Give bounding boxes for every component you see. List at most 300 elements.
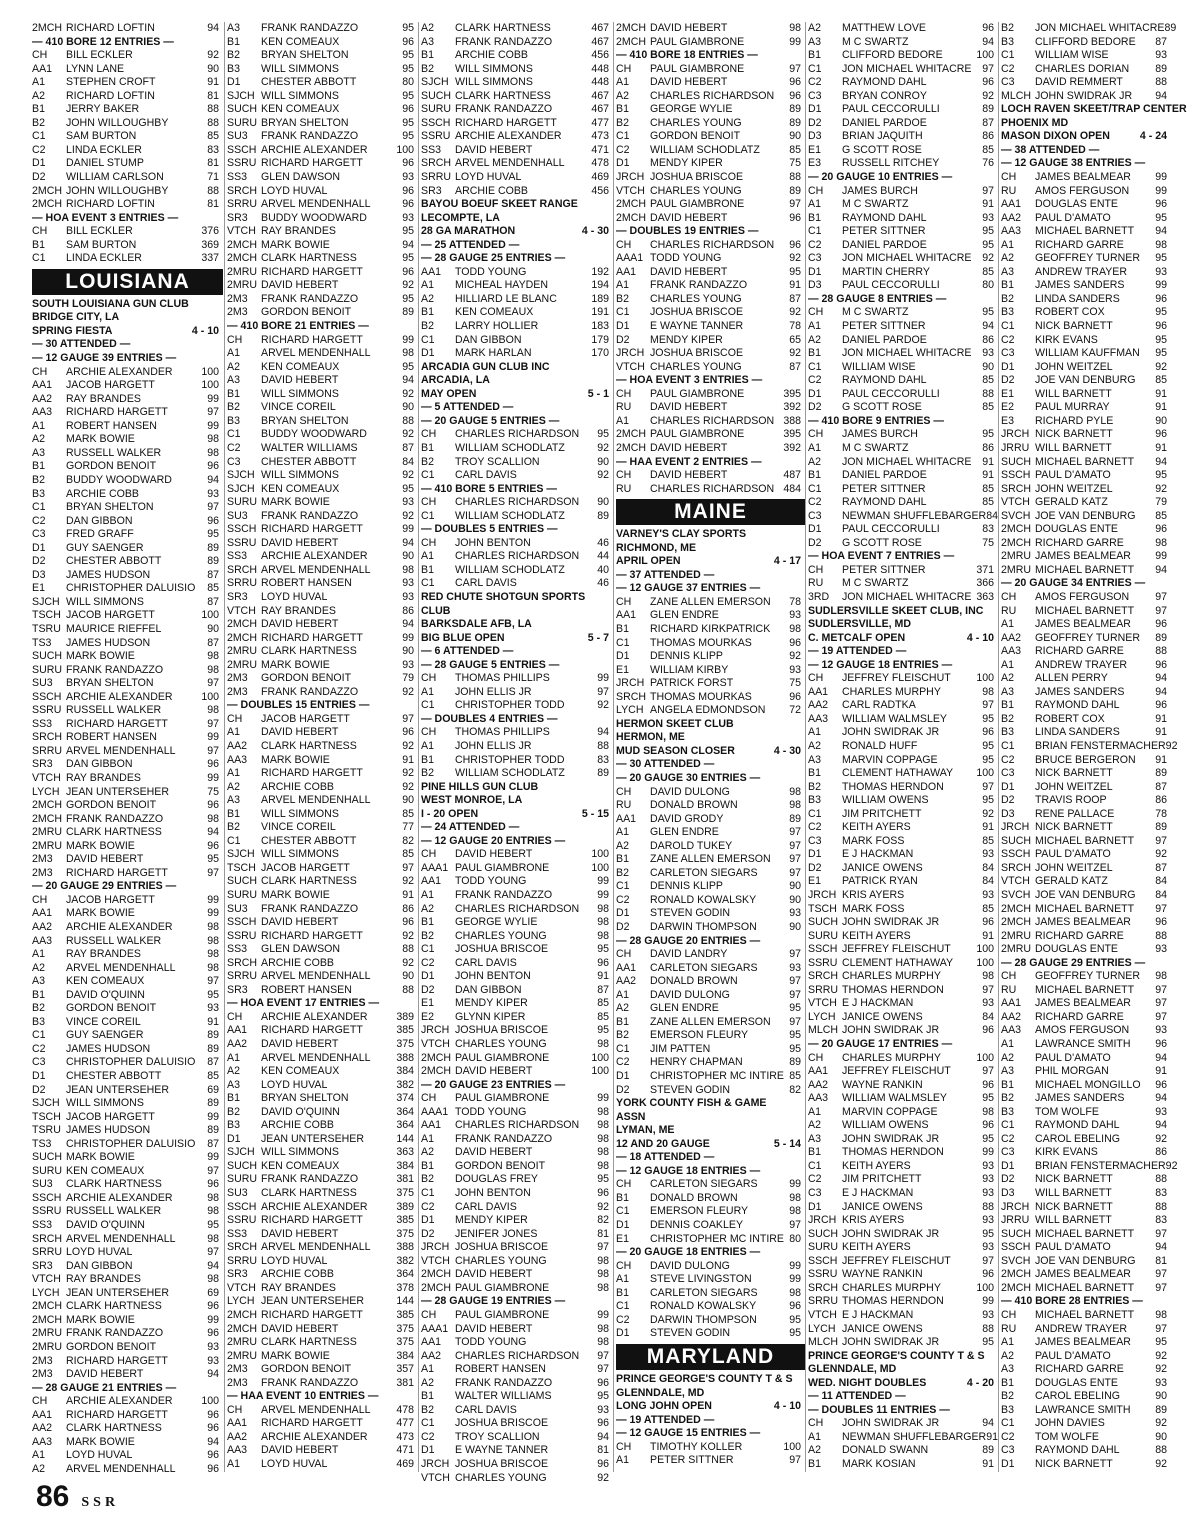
result-row — [30, 252, 223, 266]
shooter-name: WILLIAM WISE — [842, 360, 916, 373]
shooter-name: PAUL GIAMBRONE — [455, 1308, 550, 1321]
result-row — [225, 726, 418, 740]
class-code: AA1 — [421, 1336, 442, 1349]
result-row — [30, 582, 223, 596]
score: 95 — [982, 739, 994, 752]
shooter-name: JANICE OWENS — [842, 1010, 923, 1023]
score: 85 — [207, 1070, 219, 1083]
score: 97 — [597, 1241, 609, 1254]
score: 88 — [402, 943, 414, 956]
result-row — [419, 320, 613, 334]
event-line — [419, 388, 613, 402]
score: 95 — [982, 238, 994, 251]
shooter-name: JEAN UNTERSEHER — [66, 785, 170, 798]
result-row — [419, 1458, 613, 1472]
class-code: SURU — [421, 103, 452, 116]
result-row — [806, 713, 998, 727]
section-header: — 28 GAUGE 25 ENTRIES — — [421, 252, 566, 265]
class-code: A3 — [1001, 685, 1014, 698]
result-row — [225, 76, 418, 90]
shooter-name: LOYD HUVAL — [66, 1246, 133, 1259]
score: 96 — [982, 22, 994, 34]
score: 92 — [789, 650, 801, 663]
score: 98 — [597, 1119, 609, 1132]
shooter-name: RICHARD HARGETT — [261, 1308, 363, 1321]
shooter-name: WILLIAM SCHODLATZ — [455, 563, 565, 576]
class-code: 2MCH — [1001, 536, 1032, 549]
class-code: CH — [808, 1051, 824, 1064]
class-code: B3 — [1001, 35, 1014, 48]
result-row — [419, 293, 613, 307]
score: 471 — [591, 143, 609, 156]
shooter-name: RICHARD KIRKPATRICK — [650, 622, 771, 635]
class-code: D1 — [227, 76, 241, 89]
result-row — [419, 862, 613, 876]
shooter-name: THOMAS MOURKAS — [650, 690, 752, 703]
score: 95 — [207, 853, 219, 866]
score: 96 — [597, 1376, 609, 1389]
score: 96 — [1155, 916, 1167, 929]
score: 93 — [402, 658, 414, 671]
shooter-name: RAY BRANDES — [66, 392, 141, 405]
shooter-name: JOSHUA BRISCOE — [455, 1241, 549, 1254]
shooter-name: RENE PALLACE — [1035, 807, 1115, 820]
score: 388 — [396, 1051, 414, 1064]
result-row — [999, 22, 1177, 36]
class-code: SRRU — [227, 970, 258, 983]
shooter-name: DAVID HEBERT — [261, 1038, 339, 1051]
score: 94 — [402, 238, 414, 251]
shooter-name: DAVID HEBERT — [261, 916, 339, 929]
shooter-name: RAYMOND DAHL — [842, 211, 927, 224]
class-code: 2MRU — [227, 279, 258, 292]
score: 95 — [982, 1132, 994, 1145]
class-code: A3 — [227, 22, 240, 34]
class-code: 2MRU — [227, 1336, 258, 1349]
result-row — [225, 794, 418, 808]
shooter-name: KIRK EVANS — [1035, 333, 1098, 346]
shooter-name: RICHARD HARGETT — [66, 406, 168, 419]
shooter-name: MICHAEL BARNETT — [1035, 1227, 1135, 1240]
result-row — [999, 225, 1171, 239]
class-code: 2M3 — [227, 1376, 248, 1389]
result-row — [614, 252, 805, 266]
result-row — [614, 637, 805, 651]
result-row — [999, 605, 1171, 619]
class-code: A1 — [421, 279, 434, 292]
result-row — [614, 1441, 805, 1455]
score: 79 — [402, 672, 414, 685]
result-row — [614, 691, 805, 705]
score: 395 — [783, 428, 801, 441]
class-code: B1 — [808, 767, 821, 780]
shooter-name: CLEMENT HATHAWAY — [842, 767, 954, 780]
result-row — [806, 306, 998, 320]
shooter-name: CHARLES MURPHY — [842, 1281, 941, 1294]
shooter-name: DAN GIBBON — [66, 1259, 133, 1272]
result-row — [419, 49, 613, 63]
class-code: B1 — [421, 916, 434, 929]
result-row — [806, 49, 998, 63]
result-row — [806, 279, 998, 293]
score: 99 — [207, 1151, 219, 1164]
result-row — [225, 605, 418, 619]
class-code: A2 — [421, 902, 434, 915]
result-row — [419, 1011, 613, 1025]
result-row — [419, 306, 613, 320]
class-code: AA1 — [808, 685, 829, 698]
score: 94 — [207, 22, 219, 34]
score: 90 — [982, 360, 994, 373]
result-row — [999, 645, 1171, 659]
class-code: 2M3 — [227, 685, 248, 698]
result-row — [806, 1160, 998, 1174]
class-code: VTCH — [421, 1254, 450, 1267]
score: 90 — [1155, 414, 1167, 427]
shooter-name: M C SWARTZ — [842, 441, 909, 454]
class-code: A2 — [32, 1462, 45, 1475]
result-row — [225, 930, 418, 944]
class-code: AA2 — [227, 1038, 248, 1051]
shooter-name: LOYD HUVAL — [66, 1449, 133, 1462]
score: 469 — [591, 171, 609, 184]
score: 87 — [597, 983, 609, 996]
class-code: A1 — [227, 767, 240, 780]
class-code: VTCH — [616, 360, 645, 373]
shooter-name: DAVID DULONG — [650, 1259, 730, 1272]
class-code: SRRU — [227, 577, 258, 590]
shooter-name: RICHARD LOFTIN — [66, 198, 155, 211]
shooter-name: JAMES BEALMEAR — [1035, 997, 1131, 1010]
shooter-name: PAUL CECCORULLI — [842, 523, 940, 536]
shooter-name: PAUL D'AMATO — [1035, 469, 1111, 482]
shooter-name: PAUL D'AMATO — [1035, 1349, 1111, 1362]
class-code: D1 — [808, 103, 822, 116]
result-row — [806, 1092, 998, 1106]
shooter-name: JENIFER JONES — [455, 1227, 538, 1240]
shooter-name: LOYD HUVAL — [261, 1457, 328, 1470]
class-code: SR3 — [32, 758, 53, 771]
result-row — [614, 880, 805, 894]
class-code: B1 — [421, 753, 434, 766]
class-code: AA3 — [227, 753, 248, 766]
score: 85 — [207, 582, 219, 595]
shooter-name: JOHN WEITZEL — [1035, 360, 1113, 373]
result-row — [806, 212, 998, 226]
result-row — [999, 456, 1171, 470]
result-row — [614, 212, 805, 226]
class-code: AA2 — [421, 1349, 442, 1362]
section-header: — 18 ATTENDED — — [616, 1151, 715, 1164]
score: 85 — [982, 834, 994, 847]
class-code: C1 — [616, 1042, 630, 1055]
result-row — [806, 320, 998, 334]
class-code: SURU — [808, 1241, 839, 1254]
shooter-name: ARCHIE COBB — [261, 956, 334, 969]
score: 97 — [1155, 902, 1167, 915]
shooter-name: GERALD KATZ — [1035, 875, 1108, 888]
shooter-name: RICHARD HARGETT — [261, 929, 363, 942]
shooter-name: THOMAS HERNDON — [842, 1146, 944, 1159]
score: 92 — [982, 252, 994, 265]
score: 90 — [789, 130, 801, 143]
score: 100 — [201, 1395, 219, 1408]
score: 170 — [591, 347, 609, 360]
class-code: B1 — [421, 1390, 434, 1403]
shooter-name: WILL SIMMONS — [261, 807, 339, 820]
result-row — [999, 686, 1171, 700]
shooter-name: JAMES SANDERS — [1035, 1092, 1125, 1105]
score: 97 — [402, 712, 414, 725]
score: 87 — [789, 360, 801, 373]
class-code: VTCH — [808, 1308, 837, 1321]
shooter-name: CLARK HARTNESS — [455, 22, 551, 34]
shooter-name: ARVEL MENDENHALL — [261, 1241, 371, 1254]
result-row — [999, 794, 1171, 808]
result-row — [30, 474, 223, 488]
score: 95 — [982, 225, 994, 238]
class-code: B1 — [808, 1146, 821, 1159]
score: 95 — [402, 292, 414, 305]
score: 99 — [207, 907, 219, 920]
result-row — [419, 984, 613, 998]
result-row — [30, 1422, 223, 1436]
result-row — [806, 185, 998, 199]
shooter-name: MENDY KIPER — [455, 997, 528, 1010]
score: 99 — [207, 893, 219, 906]
result-row — [806, 1024, 998, 1038]
result-row — [806, 1417, 998, 1431]
score: 392 — [783, 401, 801, 414]
class-code: A1 — [227, 1457, 240, 1470]
class-code: 2M3 — [227, 1363, 248, 1376]
result-row — [614, 1192, 805, 1206]
shooter-name: DONALD BROWN — [650, 975, 738, 988]
result-row — [30, 1260, 223, 1274]
score: 97 — [982, 699, 994, 712]
result-row — [806, 90, 998, 104]
shooter-name: CHARLES RICHARDSON — [650, 414, 775, 427]
shooter-name: BRUCE BERGERON — [1035, 753, 1136, 766]
score: 93 — [789, 907, 801, 920]
result-row — [225, 686, 418, 700]
class-code: E2 — [1001, 401, 1014, 414]
class-code: A2 — [808, 739, 821, 752]
shooter-name: FRANK RANDAZZO — [455, 1376, 553, 1389]
shooter-name: RUSSELL WALKER — [66, 934, 162, 947]
result-row — [30, 63, 223, 77]
shooter-name: JON MICHAEL WHITACRE — [842, 252, 972, 265]
shooter-name: GORDON BENOIT — [455, 1159, 546, 1172]
score: 84 — [402, 455, 414, 468]
score: 86 — [1155, 794, 1167, 807]
score: 98 — [207, 1205, 219, 1218]
shooter-name: AMOS FERGUSON — [1035, 1024, 1130, 1037]
shooter-name: JOSHUA BRISCOE — [455, 1457, 549, 1470]
result-row — [419, 875, 613, 889]
result-row — [30, 948, 223, 962]
result-row — [806, 1187, 998, 1201]
score: 90 — [402, 550, 414, 563]
score: 85 — [982, 902, 994, 915]
result-row — [999, 997, 1171, 1011]
section-header: — 20 GAUGE 34 ENTRIES — — [1001, 577, 1146, 590]
shooter-name: GORDON BENOIT — [650, 130, 741, 143]
result-row — [999, 185, 1171, 199]
score: 97 — [789, 866, 801, 879]
class-code: SU3 — [32, 677, 53, 690]
result-row — [614, 1043, 805, 1057]
class-code: AA1 — [32, 1408, 53, 1421]
shooter-name: JOHN WILLOUGHBY — [66, 184, 169, 197]
result-row — [614, 948, 805, 962]
result-row — [999, 591, 1171, 605]
class-code: SURU — [32, 1164, 63, 1177]
score: 392 — [783, 441, 801, 454]
score: 93 — [982, 1173, 994, 1186]
score: 97 — [789, 975, 801, 988]
score: 95 — [402, 62, 414, 75]
result-row — [30, 198, 223, 212]
class-code: A1 — [616, 76, 629, 89]
class-code: CH — [616, 238, 632, 251]
shooter-name: JON MICHAEL WHITACRE — [1035, 22, 1165, 34]
result-row — [30, 1233, 223, 1247]
score: 93 — [982, 1159, 994, 1172]
score: 98 — [597, 1038, 609, 1051]
score: 98 — [207, 704, 219, 717]
class-code: D1 — [421, 970, 435, 983]
result-row — [419, 1404, 613, 1418]
shooter-name: JOHN ELLIS JR — [455, 739, 532, 752]
class-code: CH — [32, 225, 48, 238]
result-row — [806, 266, 998, 280]
result-row — [999, 252, 1171, 266]
class-code: SVCH — [1001, 889, 1031, 901]
class-code: VTCH — [421, 1038, 450, 1051]
shooter-name: PHIL MORGAN — [1035, 1065, 1109, 1078]
class-code: SUCH — [1001, 455, 1032, 468]
score: 93 — [402, 577, 414, 590]
shooter-name: MARK FOSS — [842, 902, 905, 915]
result-row — [225, 103, 418, 117]
class-code: SUCH — [808, 916, 839, 929]
shooter-name: DAVID HEBERT — [650, 22, 728, 34]
class-code: A3 — [1001, 265, 1014, 278]
score: 89 — [207, 1124, 219, 1137]
shooter-name: JOSHUA BRISCOE — [650, 171, 744, 184]
class-code: A2 — [227, 1065, 240, 1078]
class-code: JRCH — [421, 1241, 450, 1254]
shooter-name: DOUGLAS FREY — [455, 1173, 539, 1186]
shooter-name: KEN COMEAUX — [261, 360, 340, 373]
section-header: — 12 GAUGE 18 ENTRIES — — [808, 658, 953, 671]
class-code: A2 — [808, 1444, 821, 1457]
shooter-name: DAVID HEBERT — [261, 726, 339, 739]
class-code: AA2 — [227, 1430, 248, 1443]
shooter-name: NICK BARNETT — [1035, 767, 1113, 780]
result-row — [614, 1002, 805, 1016]
score: 96 — [789, 1300, 801, 1313]
class-code: CH — [616, 1440, 632, 1453]
shooter-name: THOMAS HERNDON — [842, 780, 944, 793]
score: 467 — [591, 35, 609, 48]
class-code: A1 — [616, 826, 629, 839]
result-row — [225, 334, 418, 348]
result-row — [419, 130, 613, 144]
score: 97 — [1155, 834, 1167, 847]
class-code: AA1 — [227, 1024, 248, 1037]
shooter-name: RICHARD GARRE — [1035, 536, 1124, 549]
class-code: D1 — [616, 1327, 630, 1340]
score: 99 — [207, 1110, 219, 1123]
shooter-name: WILL SIMMONS — [66, 595, 144, 608]
score: 385 — [396, 1214, 414, 1227]
result-row — [999, 1159, 1178, 1174]
class-code: C1 — [1001, 320, 1015, 333]
shooter-name: KEN COMEAUX — [66, 1164, 145, 1177]
score: 369 — [201, 238, 219, 251]
score: 91 — [1155, 401, 1167, 414]
class-code: 2MCH — [32, 184, 63, 197]
score: 89 — [1155, 1403, 1167, 1416]
score: 90 — [402, 401, 414, 414]
class-code: 2MCH — [616, 198, 647, 211]
class-code: SU3 — [227, 130, 248, 143]
class-code: A3 — [32, 975, 45, 988]
shooter-name: LAWRANCE SMITH — [1035, 1038, 1131, 1051]
shooter-name: FRANK RANDAZZO — [261, 22, 359, 34]
score: 97 — [1155, 604, 1167, 617]
class-code: A2 — [616, 89, 629, 102]
section-header: — 410 BORE 18 ENTRIES — — [616, 49, 758, 62]
score: 91 — [986, 1430, 999, 1443]
score: 97 — [1155, 1010, 1167, 1023]
result-row — [419, 957, 613, 971]
shooter-name: MARK FOSS — [842, 834, 905, 847]
score: 100 — [201, 379, 219, 392]
shooter-name: PAUL CECCORULLI — [842, 387, 940, 400]
score: 92 — [597, 441, 609, 454]
result-row — [999, 618, 1171, 632]
class-code: SS3 — [32, 717, 53, 730]
class-code: CH — [616, 948, 632, 961]
score: 90 — [1155, 1430, 1167, 1443]
class-code: CH — [616, 469, 632, 482]
score: 88 — [982, 1200, 994, 1213]
score: 381 — [396, 1376, 414, 1389]
score: 99 — [982, 1295, 994, 1308]
class-code: SURU — [227, 889, 258, 901]
shooter-name: BRYAN SHELTON — [261, 116, 349, 129]
score: 100 — [976, 1281, 994, 1294]
event-date: 4 - 17 — [773, 555, 801, 568]
result-row — [225, 1323, 418, 1337]
class-code: CH — [32, 365, 48, 378]
score: 98 — [789, 1191, 801, 1204]
score: 65 — [789, 333, 801, 346]
shooter-name: DOUGLAS ENTE — [1035, 523, 1119, 536]
shooter-name: FRANK RANDAZZO — [261, 130, 359, 143]
shooter-name: DAVID HEBERT — [455, 1322, 533, 1335]
result-row — [614, 185, 805, 199]
score: 94 — [1155, 89, 1167, 102]
class-code: AA2 — [808, 1078, 829, 1091]
shooter-name: LINDA ECKLER — [66, 252, 142, 265]
class-code: SSCH — [1001, 848, 1031, 861]
score: 88 — [789, 171, 801, 184]
shooter-name: JOHN SWIDRAK JR — [842, 916, 940, 929]
